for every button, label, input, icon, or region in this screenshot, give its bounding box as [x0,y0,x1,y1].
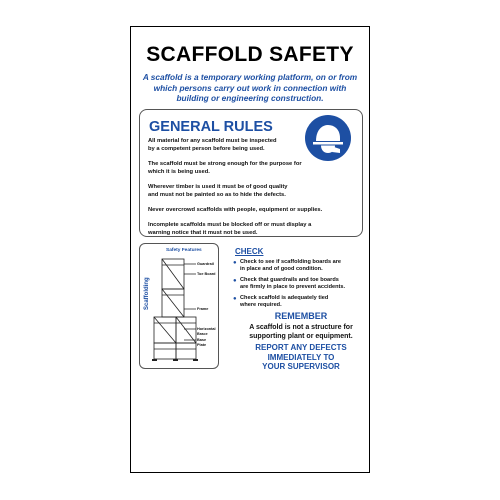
rule-line: Incomplete scaffolds must be blocked off or must display a [148,222,312,228]
check-title: CHECK [235,247,264,256]
rule-line: The scaffold must be strong enough for the purpose for [148,161,302,167]
diagram-side-label: Scaffolding [144,277,150,310]
report-line: IMMEDIATELY TO [267,352,335,362]
notice-line: supporting plant or equipment. [249,332,353,340]
remember-title: REMEMBER [274,311,328,321]
check-line: where required. [240,302,282,308]
check-line: in place and of good condition. [240,266,323,272]
notice-line: A scaffold is not a structure for [249,324,353,331]
rule-line: All material for any scaffold must be inspected [148,138,277,144]
label-frame: Frame [197,307,209,311]
check-line: Check to see if scaffolding boards are [240,259,342,265]
rules-list [148,137,326,244]
label-base-plate: Base Plate [197,338,207,347]
safety-sign [130,26,370,473]
scaffold-diagram-box [139,243,219,369]
remember-notice [231,324,371,341]
check-line: Check scaffold is adequately tied [240,295,329,301]
rule-line: and must not be painted so as to hide the defects. [148,192,286,198]
bullet-icon: ● [233,296,237,302]
general-rules-title: GENERAL RULES [149,119,273,135]
report-line: REPORT ANY DEFECTS [255,343,347,352]
check-line: Check that guardrails and toe boards [240,277,339,283]
rule-line: warning notice that it must not be used. [148,230,258,236]
sign-intro [141,72,359,104]
check-list [233,259,361,313]
check-item [233,295,361,309]
rule-item [148,206,326,214]
rule-line: by a competent person before being used. [148,146,265,152]
check-item [233,259,361,273]
check-line: are firmly in place to prevent accidents. [240,284,346,290]
rule-line: Wherever timber is used it must be of good quality [148,184,288,190]
intro-line: building or engineering construction. [176,93,324,103]
label-guardrail: Guardrail [197,262,214,266]
intro-line: which persons carry out work in connection with [153,82,347,93]
general-rules-box [139,109,363,237]
diagram-features-label: Safety Features [166,248,202,253]
rule-item [148,221,326,237]
bullet-icon: ● [233,278,237,284]
report-line: YOUR SUPERVISOR [262,362,340,371]
intro-line: A scaffold is a temporary working platform, on or from [142,72,358,82]
sign-title: SCAFFOLD SAFETY [146,43,354,66]
label-toe-board: Toe Board [197,272,216,276]
rule-item [148,137,326,153]
check-item [233,277,361,291]
bullet-icon: ● [233,260,237,266]
rule-item [148,160,326,176]
rule-item [148,183,326,199]
report-defects [231,343,371,372]
rule-line: Never overcrowd scaffolds with people, equipment or supplies. [148,207,323,213]
rule-line: which it is being used. [148,169,210,175]
label-horizontal-brace: Horizontal Brace [197,327,216,336]
